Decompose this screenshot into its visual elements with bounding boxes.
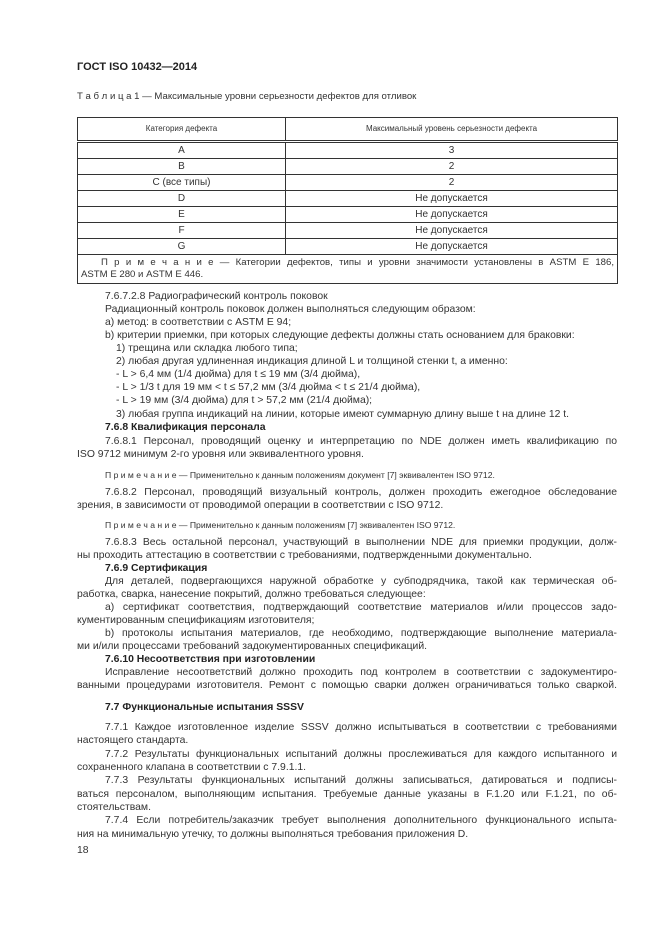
paragraph-line: 7.7.2 Результаты функциональных испытаний должны прослеживаться для каждого испытанного и	[105, 749, 617, 760]
table-note	[78, 255, 618, 284]
paragraph-line: 7.6.8.2 Персонал, проводящий визуальный контроль, должен проходить ежегодное обследование	[105, 487, 617, 498]
paragraph-line: a) сертификат соответствия, подтверждающий соответствие материалов и/или процессов задо-	[105, 602, 617, 613]
paragraph-line: ванными процедурами изготовителя. Ремонт с помощью сварки должен ограничиваться только сваркой.	[77, 680, 617, 691]
paragraph-line: 7.7.3 Результаты функциональных испытаний должны записываться, датироваться и подписы-	[105, 775, 617, 786]
paragraph-line: Для деталей, подвергающихся наружной обработке у субподрядчика, такой как термическая об-	[105, 576, 617, 587]
section-heading: 7.7 Функциональные испытания SSSV	[105, 702, 304, 713]
paragraph-line: работка, сварка, нанесение покрытий, должно требоваться следующее:	[77, 589, 426, 600]
paragraph-line: Радиационный контроль поковок должен выполняться следующим образом:	[105, 304, 476, 315]
table-cell: Не допускается	[286, 191, 618, 207]
table-cell: Не допускается	[286, 239, 618, 255]
table-cell: 2	[286, 159, 618, 175]
table-row	[78, 207, 618, 223]
table-cell: Не допускается	[286, 207, 618, 223]
table-cell: D	[78, 191, 286, 207]
paragraph-line: ны проходить аттестацию в соответствии с требованиями, подтвержденными документально.	[77, 550, 532, 561]
table-cell: C (все типы)	[78, 175, 286, 191]
paragraph-line: b) протоколы испытания материалов, где необходимо, подтверждающие выполнение материала-	[105, 628, 617, 639]
table-cell: F	[78, 223, 286, 239]
paragraph-line: - L > 19 мм (3/4 дюйма) для t > 57,2 мм (21/4 дюйма);	[116, 395, 373, 406]
table-cell: 2	[286, 175, 618, 191]
table-caption-label: Т а б л и ц а	[77, 91, 132, 102]
section-heading: 7.6.9 Сертификация	[105, 563, 208, 574]
paragraph-line: 1) трещина или складка любого типа;	[116, 343, 298, 354]
paragraph-line: ния на минимальную утечку, то должны выполняться требования приложения D.	[77, 829, 469, 840]
note-line: П р и м е ч а н и е — Применительно к данным положениям документ [7] эквивалентен ISO 9712.	[105, 470, 495, 480]
paragraph-line: - L > 1/3 t для 19 мм < t ≤ 57,2 мм (3/4 дюйма < t ≤ 21/4 дюйма),	[116, 382, 421, 393]
table-row	[78, 223, 618, 239]
paragraph-line: 7.6.8.3 Весь остальной персонал, участвующий в выполнении NDE для приемки продукции, долж-	[105, 537, 617, 548]
table-cell: A	[78, 142, 286, 159]
paragraph-line: стоятельствам.	[77, 802, 151, 813]
table-cell: B	[78, 159, 286, 175]
paragraph-line: сохраненного клапана в соответствии с 7.9.1.1.	[77, 762, 307, 773]
paragraph-line: 7.7.1 Каждое изготовленное изделие SSSV должно испытываться в соответствии с требованиями	[105, 722, 617, 733]
section-heading: 7.6.8 Квалификация персонала	[105, 422, 266, 433]
defect-table	[77, 117, 618, 284]
paragraph-line: 2) любая другая удлиненная индикация длиной L и толщиной стенки t, а именно:	[116, 356, 508, 367]
paragraph-line: ISO 9712 минимум 2-го уровня или эквивалентного уровня.	[77, 449, 364, 460]
table-note-row	[78, 255, 618, 284]
table-row	[78, 159, 618, 175]
table-cell: G	[78, 239, 286, 255]
paragraph-line: 3) любая группа индикаций на линии, которые имеют суммарную длину выше t на длине 12 t.	[116, 409, 570, 420]
table-row	[78, 175, 618, 191]
document-header: ГОСТ ISO 10432—2014	[77, 61, 198, 73]
paragraph-line: зрения, в зависимости от проводимой операции в соответствии с ISO 9712.	[77, 500, 444, 511]
table-note-text: ASTM E 280 и ASTM E 446.	[81, 269, 204, 280]
paragraph-line: b) критерии приемки, при которых следующие дефекты должны стать основанием для браковки:	[105, 330, 575, 341]
table-caption-text: 1 — Максимальные уровни серьезности дефектов для отливок	[134, 91, 417, 102]
table-row	[78, 142, 618, 159]
table-cell: E	[78, 207, 286, 223]
table-cell: Не допускается	[286, 223, 618, 239]
paragraph-line: 7.6.7.2.8 Радиографический контроль поковок	[105, 291, 328, 302]
table-note-text: — Категории дефектов, типы и уровни значимости установлены в ASTM E 186,	[219, 257, 614, 268]
table-caption	[77, 91, 617, 103]
table-cell: 3	[286, 142, 618, 159]
paragraph-line: ми и/или процессами требований задокументированных спецификаций.	[77, 641, 428, 652]
section-heading: 7.6.10 Несоответствия при изготовлении	[105, 654, 316, 665]
paragraph-line: настоящего стандарта.	[77, 735, 189, 746]
column-header: Максимальный уровень серьезности дефекта	[286, 118, 618, 142]
table-row	[78, 239, 618, 255]
paragraph-line: ваться персоналом, выполняющим испытания. Требуемые данные указаны в F.1.20 или F.1.21, по об-	[77, 789, 617, 800]
paragraph-line: - L > 6,4 мм (1/4 дюйма) для t ≤ 19 мм (3/4 дюйма),	[116, 369, 361, 380]
page-number: 18	[77, 845, 89, 856]
paragraph-line: 7.7.4 Если потребитель/заказчик требует выполнения дополнительного функционального испыта-	[105, 815, 617, 826]
table-note-label: П р и м е ч а н и е	[101, 257, 214, 268]
paragraph-line: 7.6.8.1 Персонал, проводящий оценку и интерпретацию по NDE должен иметь квалификацию по	[105, 436, 617, 447]
table-header-row	[78, 118, 618, 142]
note-line: П р и м е ч а н и е — Применительно к данным положениям [7] эквивалентен ISO 9712.	[105, 520, 456, 530]
paragraph-line: Исправление несоответствий должно проходить под контролем в соответствии с задокументиро-	[105, 667, 617, 678]
paragraph-line: кументированным спецификациям изготовителя;	[77, 615, 315, 626]
column-header: Категория дефекта	[78, 118, 286, 142]
paragraph-line: a) метод: в соответствии с ASTM E 94;	[105, 317, 292, 328]
table-row	[78, 191, 618, 207]
